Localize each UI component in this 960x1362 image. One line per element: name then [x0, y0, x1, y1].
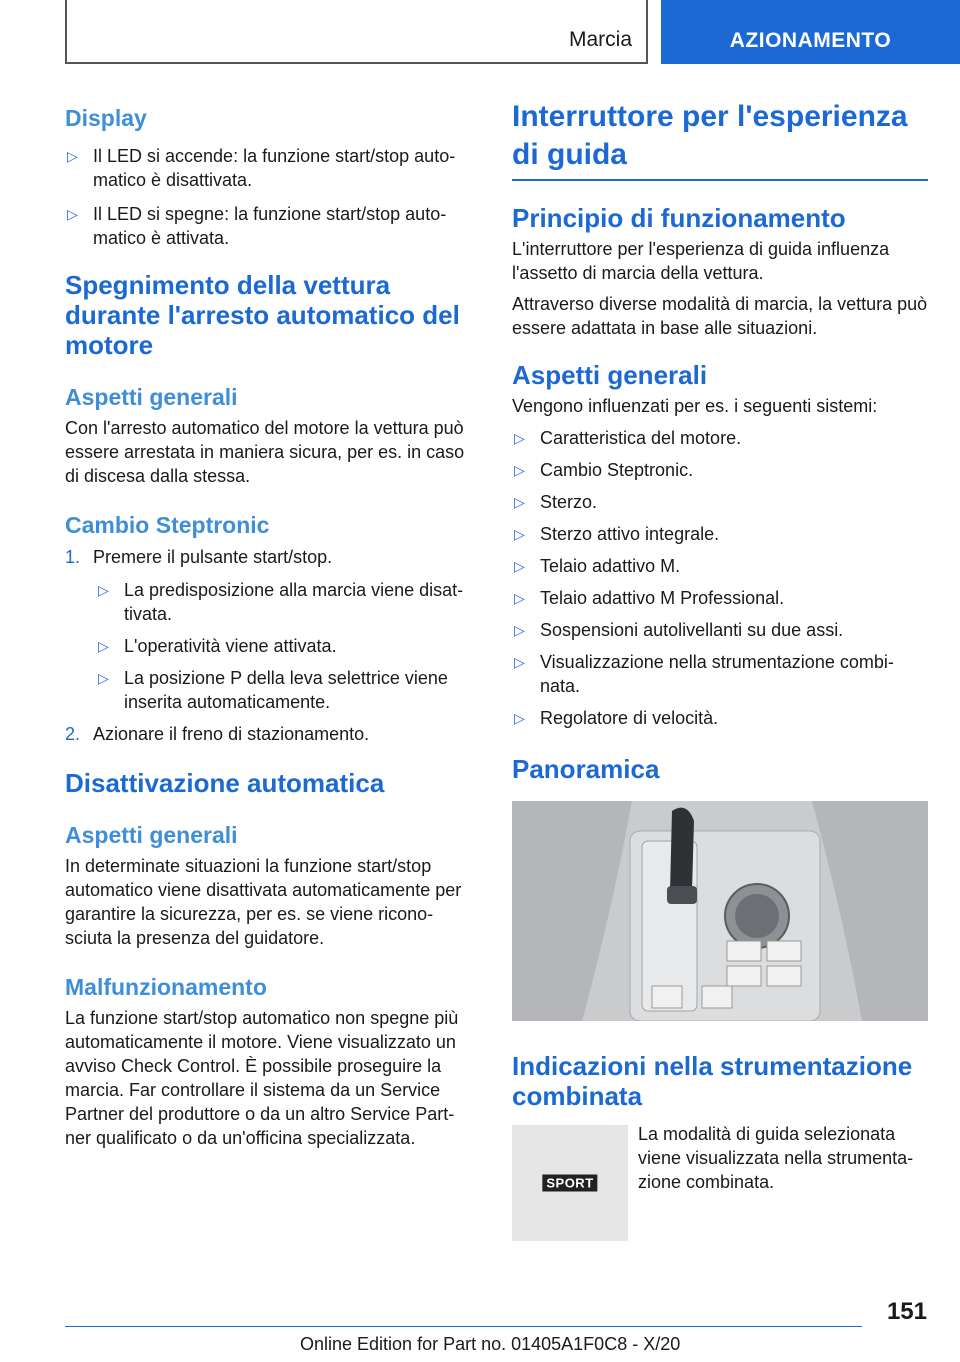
- disattivazione-heading: Disattivazione automatica: [65, 768, 385, 798]
- list-item: ▷ Telaio adattivo M Professional.: [514, 588, 785, 608]
- triangle-bullet-icon: ▷: [98, 582, 109, 598]
- triangle-bullet-icon: ▷: [514, 430, 525, 446]
- indicazioni-heading: Indicazioni nella strumentazione combinata: [512, 1051, 913, 1111]
- list-item: ▷ Cambio Steptronic.: [514, 460, 694, 480]
- header-chapter-tab[interactable]: AZIONAMENTO: [661, 0, 960, 64]
- triangle-bullet-icon: ▷: [98, 670, 109, 686]
- page-title: Interruttore per l'esperienza di guida: [512, 98, 928, 181]
- triangle-bullet-icon: ▷: [98, 638, 109, 654]
- steptronic-heading: Cambio Steptronic: [65, 512, 270, 538]
- list-item: ▷ Sterzo attivo integrale.: [514, 524, 720, 544]
- systems-list: [512, 426, 928, 730]
- list-item: ▷ Telaio adattivo M.: [514, 556, 681, 576]
- triangle-bullet-icon: ▷: [514, 710, 525, 726]
- triangle-bullet-icon: ▷: [514, 526, 525, 542]
- page-number: 151: [886, 1298, 927, 1325]
- aspetti-intro: Vengono influenzati per es. i seguenti sistemi:: [512, 396, 878, 416]
- step-1: 1. Premere il pulsante start/stop.: [65, 547, 333, 567]
- aspetti-generali-heading: Aspetti generali: [65, 822, 238, 848]
- step-2: 2. Azionare il freno di stazionamento.: [65, 724, 370, 744]
- list-item: ▷ La predisposizione alla marcia viene disat-tivata.: [98, 580, 464, 624]
- aspetti-generali-heading: Aspetti generali: [512, 360, 708, 390]
- footer-edition: Online Edition for Part no. 01405A1F0C8 - X/20: [300, 1334, 681, 1354]
- list-item: ▷ Sospensioni autolivellanti su due assi.: [514, 620, 844, 640]
- principio-text-1: L'interruttore per l'esperienza di guida influenza l'assetto di marcia della vettura.: [512, 239, 890, 283]
- display-heading: Display: [65, 105, 147, 131]
- triangle-bullet-icon: ▷: [514, 558, 525, 574]
- triangle-bullet-icon: ▷: [514, 622, 525, 638]
- malfunzionamento-heading: Malfunzionamento: [65, 974, 267, 1000]
- aspetti-generali-heading: Aspetti generali: [65, 384, 238, 410]
- principio-heading: Principio di funzionamento: [512, 203, 846, 233]
- malfunzionamento-text: La funzione start/stop automatico non spegne più automaticamente il motore. Viene visualizzato un avviso Check Control. È possibile proseguire la marcia. Far controllare il sistema da un Service Partner del produttore o da un altro Service Part-ner qualificato o da un'officina specializzata.: [65, 1008, 459, 1148]
- principio-text-2: Attraverso diverse modalità di marcia, la vettura può essere adattata in base alle situazioni.: [512, 294, 928, 338]
- right-column: [512, 98, 928, 1241]
- triangle-bullet-icon: ▷: [514, 494, 525, 510]
- footer-divider: [65, 1326, 862, 1327]
- triangle-bullet-icon: ▷: [514, 462, 525, 478]
- list-item: ▷ La posizione P della leva selettrice viene inserita automaticamente.: [98, 668, 448, 712]
- list-item: ▷ L'operatività viene attivata.: [98, 636, 337, 656]
- indicazioni-text: La modalità di guida selezionata viene visualizzata nella strumenta-zione combinata.: [638, 1124, 914, 1192]
- aspetti-generali-text: In determinate situazioni la funzione start/stop automatico viene disattivata automaticamente per garantire la sicurezza, per es. se viene ricono-sciuta la presenza del guidatore.: [65, 856, 462, 948]
- triangle-bullet-icon: ▷: [514, 654, 525, 670]
- indicazioni-row: [512, 1125, 928, 1241]
- spegnimento-heading: Spegnimento della vettura durante l'arresto automatico del motore: [65, 270, 460, 360]
- center-console-photo: [512, 801, 928, 1021]
- triangle-bullet-icon: ▷: [514, 590, 525, 606]
- list-item: ▷ Il LED si spegne: la funzione start/stop auto-matico è attivata.: [67, 204, 447, 248]
- triangle-bullet-icon: ▷: [67, 148, 78, 164]
- list-item: ▷ Sterzo.: [514, 492, 598, 512]
- panoramica-heading: Panoramica: [512, 754, 660, 784]
- header-section-title: Marcia: [568, 28, 632, 51]
- list-item: ▷ Caratteristica del motore.: [514, 428, 742, 448]
- sport-mode-display: [512, 1125, 628, 1241]
- header-box: [65, 0, 648, 64]
- aspetti-generali-text: Con l'arresto automatico del motore la vettura può essere arrestata in maniera sicura, per es. in caso di discesa dalla stessa.: [65, 418, 465, 486]
- list-item: ▷ Il LED si accende: la funzione start/stop auto-matico è disattivata.: [67, 146, 456, 190]
- left-column: [65, 98, 480, 1150]
- list-item: ▷ Regolatore di velocità.: [514, 708, 719, 728]
- list-item: ▷ Visualizzazione nella strumentazione combi-nata.: [514, 652, 894, 696]
- triangle-bullet-icon: ▷: [67, 206, 78, 222]
- sport-mode-label: SPORT: [542, 1175, 597, 1192]
